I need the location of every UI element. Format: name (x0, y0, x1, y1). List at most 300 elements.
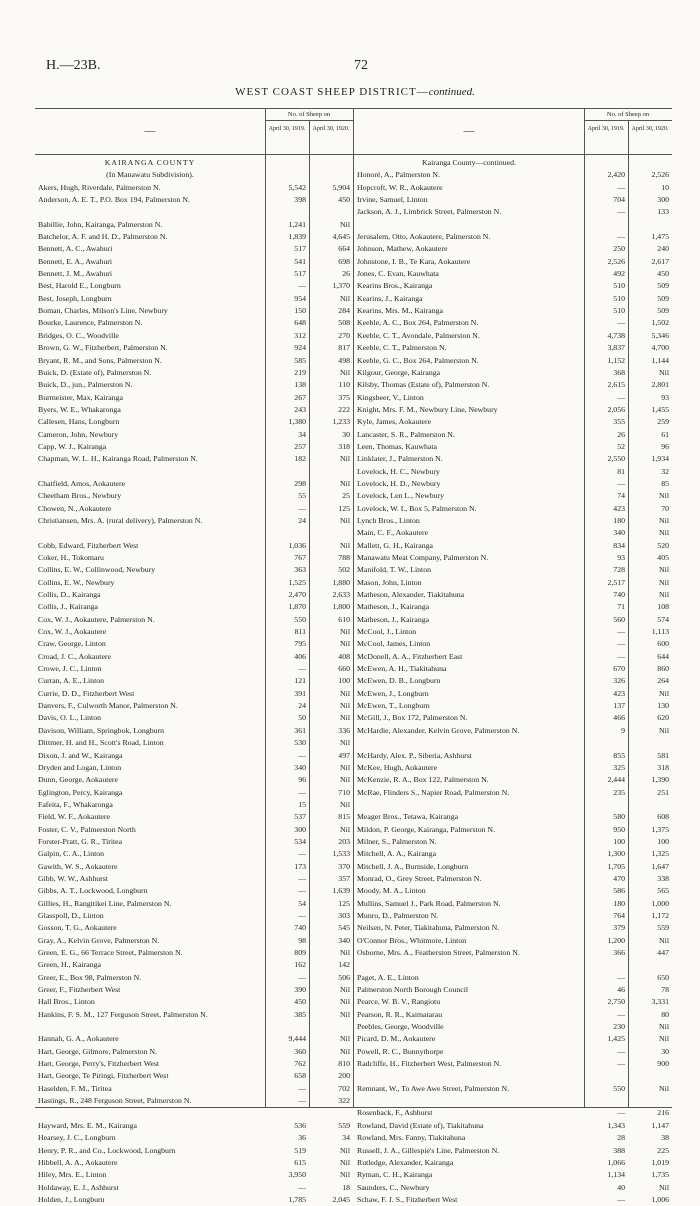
sheep-1920: 336 (338, 725, 350, 735)
sheep-1919: 1,152 (607, 355, 625, 365)
sheep-1919: — (298, 503, 306, 513)
sheep-1919: — (617, 1059, 625, 1069)
owner-name: Powell, R. C., Bunnythorpe (357, 1046, 444, 1056)
owner-name: Jones, C. Evan, Kauwhata (357, 269, 439, 279)
table-row (354, 1132, 672, 1144)
owner-name: Brown, G. W., Fitzherbert, Palmerston N. (38, 343, 168, 353)
right-column (353, 108, 672, 1204)
sheep-1919: 363 (294, 565, 306, 575)
table-row (35, 392, 353, 404)
table-row (35, 836, 353, 848)
table-row (35, 663, 353, 675)
table-row (354, 355, 672, 367)
sheep-1920: Nil (340, 713, 350, 723)
table-row (354, 626, 672, 638)
owner-name: McCool, James, Linton (357, 639, 431, 649)
owner-name: Collis, J., Kairanga (38, 602, 98, 612)
table-row (35, 811, 353, 823)
owner-name: Gibbs, A. T., Lockwood, Longburn (38, 886, 148, 896)
owner-name: McEwen, A. H., Tiakitahuna (357, 664, 447, 674)
owner-name: Hart, George, Te Piringi, Fitzherbert West (38, 1071, 169, 1081)
sheep-1920: 581 (657, 750, 669, 760)
sheep-1920: 338 (657, 873, 669, 883)
owner-name: Holden, J., Longburn (38, 1194, 105, 1204)
sheep-1919: 50 (298, 713, 306, 723)
table-row (354, 601, 672, 613)
sheep-1919: 950 (613, 824, 625, 834)
sheep-1919: 162 (294, 960, 306, 970)
sheep-1920: Nil (659, 528, 669, 538)
owner-name: McRae, Flinders S., Napier Road, Palmerston N. (357, 787, 510, 797)
sheep-1919: — (617, 639, 625, 649)
sheep-1920: 30 (661, 1046, 669, 1056)
table-row (354, 527, 672, 539)
table-row (35, 1169, 353, 1181)
owner-name: Coker, H., Tokomaru (38, 553, 104, 562)
sheep-1919: 517 (294, 244, 306, 254)
sheep-1920: 303 (338, 910, 350, 920)
sheep-1920: 108 (657, 602, 669, 612)
owner-name: Hearsey, J. C., Longburn (38, 1133, 116, 1143)
sheep-1919: — (617, 1009, 625, 1019)
table-row (354, 268, 672, 280)
table-row (35, 675, 353, 687)
owner-name: Leen, Thomas, Kauwhata (357, 441, 437, 451)
table-row (354, 935, 672, 947)
year-1920-header: April 30, 1920. (631, 126, 669, 132)
sheep-1919: 182 (294, 454, 306, 464)
sheep-1919: 2,470 (288, 590, 306, 600)
sheep-1920: 1,934 (651, 454, 669, 464)
table-row (35, 601, 353, 613)
sheep-1920: 502 (338, 565, 350, 575)
table-row (354, 379, 672, 391)
sheep-1920: 1,370 (332, 281, 350, 291)
owner-name: Currie, D. D., Fitzherbert West (38, 688, 135, 698)
sheep-1919: 534 (294, 836, 306, 846)
table-row (35, 848, 353, 860)
sheep-1920: 340 (338, 935, 350, 945)
table-row (354, 367, 672, 379)
sheep-1919: 36 (298, 1133, 306, 1143)
sheep-1920: 1,325 (651, 849, 669, 859)
sheep-1919: — (617, 972, 625, 982)
sheep-1919: 855 (613, 750, 625, 760)
sheep-1920: Nil (659, 1022, 669, 1032)
table-row (354, 861, 672, 873)
sheep-1919: 2,615 (607, 380, 625, 390)
sheep-1919: 71 (617, 602, 625, 612)
sheep-1920: 1,019 (651, 1157, 669, 1167)
sheep-1919: 767 (294, 553, 306, 562)
owner-name: Henry, P. R., and Co., Lockwood, Longburn (38, 1145, 176, 1155)
sheep-1919: 5,542 (288, 182, 306, 192)
owner-name: Johnson, Mathew, Aokautere (357, 244, 448, 254)
sheep-1919: — (617, 318, 625, 328)
sheep-1919: — (617, 627, 625, 637)
owner-name: Greer, F., Fitzherbert West (38, 985, 121, 995)
table-row (354, 787, 672, 812)
owner-name: Monrad, O., Grey Street, Palmerston N. (357, 873, 482, 883)
owner-name: Hart, George, Perry's, Fitzherbert West (38, 1059, 160, 1069)
owner-name: Callesen, Hans, Longburn (38, 417, 120, 427)
sheep-1920: 25 (342, 491, 350, 501)
sheep-1920: 509 (657, 281, 669, 291)
owner-name: Hankins, F. S. M., 127 Ferguson Street, Palmerston N. (38, 1009, 208, 1019)
table-row (354, 342, 672, 354)
sheep-1920: 860 (657, 664, 669, 674)
owner-name: Jerusalem, Otto, Aokautere, Palmerston N. (357, 232, 491, 242)
owner-name: Lovelock, H. D., Newbury (357, 478, 441, 488)
sheep-1920: 5,904 (332, 182, 350, 192)
owner-name: Fafeita, F., Whakaronga (38, 799, 113, 809)
table-row (354, 1157, 672, 1169)
sheep-1920: Nil (340, 762, 350, 772)
owner-name: Chapman, W. L. H., Kairanga Road, Palmerston N. (38, 454, 198, 464)
sheep-1919: — (617, 1046, 625, 1056)
sheep-1919: 385 (294, 1009, 306, 1019)
sheep-1919: 762 (294, 1059, 306, 1069)
sheep-1919: 550 (613, 1083, 625, 1093)
sheep-1919: 537 (294, 812, 306, 822)
owner-name: McEwen, J., Longburn (357, 688, 429, 698)
year-1919-header: April 30, 1919. (268, 126, 306, 132)
sheep-1920: 2,801 (651, 380, 669, 390)
sheep-1920: 2,617 (651, 256, 669, 266)
owner-name: Bryant, R. M., and Sons, Palmerston N. (38, 355, 162, 365)
sheep-1920: Nil (340, 985, 350, 995)
table-row (354, 564, 672, 576)
owner-name: Main, C. F., Aokautere (357, 528, 429, 538)
owner-name: Honoré, A., Palmerston N. (357, 170, 440, 180)
table-row (354, 182, 672, 194)
table-row (35, 503, 353, 515)
owner-name: Collins, E. W., Collinwood, Newbury (38, 565, 156, 575)
owner-name: McGill, J., Box 172, Palmerston N. (357, 713, 468, 723)
table-row (35, 1083, 353, 1095)
table-row (354, 589, 672, 601)
sheep-1920: 10 (661, 182, 669, 192)
table-row (354, 1058, 672, 1083)
sheep-1919: 54 (298, 898, 306, 908)
sheep-1919: 100 (613, 836, 625, 846)
sheep-1919: 541 (294, 256, 306, 266)
sheep-1920: Nil (340, 627, 350, 637)
table-row (354, 392, 672, 404)
owner-name: Hiley, Mrs. E., Linton (38, 1170, 107, 1180)
sheep-1919: 9,444 (288, 1034, 306, 1044)
sheep-1919: 325 (613, 762, 625, 772)
table-row (35, 330, 353, 342)
table-row (35, 626, 353, 638)
owner-name: Meager Bros., Tetawa, Kairanga (357, 812, 459, 822)
table-row (35, 305, 353, 317)
sheep-1919: 1,200 (607, 935, 625, 945)
owner-name: Keeble, A. C., Box 264, Palmerston N. (357, 318, 479, 328)
owner-name: Bennett, A. C., Awahuri (38, 244, 113, 254)
sheep-1920: Nil (659, 515, 669, 525)
sheep-1919: 1,241 (288, 219, 306, 229)
table-row (35, 700, 353, 712)
sheep-1920: 85 (661, 478, 669, 488)
table-row (354, 231, 672, 243)
page-title (40, 86, 670, 98)
sheep-1919: — (298, 1182, 306, 1192)
sheep-1919: 519 (294, 1145, 306, 1155)
sheep-1919: 137 (613, 701, 625, 711)
sheep-1920: 1,455 (651, 404, 669, 414)
owner-name: Christiansen, Mrs. A. (rural delivery), Palmerston N. (38, 515, 203, 525)
sheep-1919: 55 (298, 491, 306, 501)
table-row (354, 206, 672, 231)
sheep-1920: 1,390 (651, 775, 669, 785)
sheep-1920: 1,533 (332, 849, 350, 859)
sheep-1919: 391 (294, 688, 306, 698)
owner-name: Greer, E., Box 98, Palmerston N. (38, 972, 142, 982)
owner-name: Kearins Bros., Kairanga (357, 281, 433, 291)
sheep-1919: 466 (613, 713, 625, 723)
owner-name: Haselden, F. M., Tiritea (38, 1083, 112, 1093)
sheep-1920: 2,633 (332, 590, 350, 600)
sheep-1920: 4,700 (651, 343, 669, 353)
owner-name: Keeble, G. C., Box 264, Palmerston N. (357, 355, 479, 365)
table-row (35, 577, 353, 589)
title-continued: continued. (428, 86, 475, 98)
sheep-1920: 318 (338, 441, 350, 451)
sheep-1920: 100 (338, 676, 350, 686)
sheep-1919: 257 (294, 441, 306, 451)
table-row (35, 416, 353, 428)
sheep-1920: Nil (340, 1046, 350, 1056)
sheep-1920: 125 (338, 503, 350, 513)
table-row (35, 453, 353, 478)
owner-name: Picard, D. M., Aokautere (357, 1034, 436, 1044)
table-row (35, 787, 353, 799)
sheep-1920: Nil (659, 565, 669, 575)
table-row (35, 293, 353, 305)
sheep-1919: 361 (294, 725, 306, 735)
sheep-1919: 510 (613, 293, 625, 303)
table-row (354, 972, 672, 984)
owner-name: Russell, J. A., Gillespie's Line, Palmerston N. (357, 1145, 500, 1155)
table-row (354, 725, 672, 750)
sheep-1919: — (298, 849, 306, 859)
sheep-1920: 270 (338, 330, 350, 340)
owner-name: Moody, M. A., Linton (357, 886, 426, 896)
sheep-1920: Nil (340, 948, 350, 957)
table-row (354, 824, 672, 836)
sheep-1920: 96 (661, 441, 669, 451)
sheep-1919: 2,444 (607, 775, 625, 785)
owner-name: Lovelock, H. C., Newbury (357, 466, 440, 476)
sheep-1920: Nil (340, 478, 350, 488)
sheep-1920: 559 (657, 923, 669, 933)
owner-name: Curran, A. E., Linton (38, 676, 105, 686)
sheep-1920: 698 (338, 256, 350, 266)
sheep-1920: Nil (340, 293, 350, 303)
table-row (35, 737, 353, 749)
sheep-1919: 366 (613, 948, 625, 957)
sheep-table (35, 108, 671, 1204)
owner-name: O'Connor Bros., Whitmore, Linton (357, 935, 467, 945)
sheep-1919: 250 (613, 244, 625, 254)
table-row (354, 552, 672, 564)
sheep-1919: — (617, 392, 625, 402)
sheep-1919: 379 (613, 923, 625, 933)
sheep-1920: 222 (338, 404, 350, 414)
sheep-1919: 470 (613, 873, 625, 883)
table-row (35, 725, 353, 737)
sheep-1919: 809 (294, 948, 306, 957)
sheep-1919: 764 (613, 910, 625, 920)
sheep-1920: 2,526 (651, 170, 669, 180)
sheep-1919: 24 (298, 701, 306, 711)
sheep-1919: 740 (294, 923, 306, 933)
sheep-1919: 3,950 (288, 1170, 306, 1180)
owner-name: Rowland, David (Estate of), Tiakitahuna (357, 1120, 484, 1130)
table-row (35, 688, 353, 700)
sheep-1919: — (298, 750, 306, 760)
table-row (35, 404, 353, 416)
table-row (354, 836, 672, 848)
sheep-1919: 1,380 (288, 417, 306, 427)
sheep-1920: 18 (342, 1182, 350, 1192)
table-row (354, 478, 672, 490)
table-row (35, 1046, 353, 1058)
sheep-1920: 4,645 (332, 232, 350, 242)
sheep-1919: 96 (298, 775, 306, 785)
table-row (35, 959, 353, 971)
owner-name: Mason, John, Linton (357, 577, 422, 587)
owner-name: Batchelor, A. F. and H. D., Palmerston N. (38, 232, 168, 242)
sheep-1920: Nil (340, 1034, 350, 1044)
owner-name: Mallett, G. H., Kairanga (357, 540, 433, 550)
sheep-1919: — (617, 1194, 625, 1204)
sheep-1919: 300 (294, 824, 306, 834)
table-row (354, 577, 672, 589)
sheep-1920: 644 (657, 651, 669, 661)
sheep-1920: 1,880 (332, 577, 350, 587)
owner-name: Green, E. G., 66 Terrace Street, Palmerston N. (38, 948, 183, 957)
owner-name: McHardie, Alexander, Kelvin Grove, Palmerston N. (357, 725, 520, 735)
table-row (35, 774, 353, 786)
sheep-1919: — (298, 910, 306, 920)
sheep-1919: 585 (294, 355, 306, 365)
owner-name: Dittmer, H. and H., Scott's Road, Linton (38, 738, 164, 748)
sheep-1920: 1,502 (651, 318, 669, 328)
table-row (354, 996, 672, 1008)
sheep-1920: 259 (657, 417, 669, 427)
owner-name: Mildon, P. George, Kairanga, Palmerston N. (357, 824, 496, 834)
table-row (35, 379, 353, 391)
sheep-1919: 15 (298, 799, 306, 809)
table-row (354, 1120, 672, 1132)
sheep-1920: 70 (661, 503, 669, 513)
table-row (35, 638, 353, 650)
owner-name: Glasspoll, D., Linton (38, 910, 104, 920)
sheep-1920: 370 (338, 861, 350, 871)
owner-name: Foster, C. V., Palmerston North (38, 824, 136, 834)
sheep-1919: 326 (613, 676, 625, 686)
sheep-1920: 32 (661, 466, 669, 476)
owner-name: Ryman, C. H., Kairanga (357, 1170, 433, 1180)
sheep-1920: 38 (661, 1133, 669, 1143)
sheep-1920: 34 (342, 1133, 350, 1143)
table-row (354, 256, 672, 268)
sheep-1920: 100 (657, 836, 669, 846)
owner-name: Collis, D., Kairanga (38, 590, 101, 600)
sheep-1920: Nil (659, 1034, 669, 1044)
owner-name: McDonell, A. A., Fitzherbert East (357, 651, 463, 661)
sheep-1919: 46 (617, 985, 625, 995)
sheep-1920: 815 (338, 812, 350, 822)
table-row (354, 416, 672, 428)
owner-name: Matheson, J., Kairanga (357, 614, 430, 624)
sheep-1920: 545 (338, 923, 350, 933)
sheep-1920: Nil (340, 824, 350, 834)
table-row (35, 935, 353, 947)
page-number: 72 (354, 58, 368, 73)
table-row (35, 182, 353, 194)
sheep-1920: 240 (657, 244, 669, 254)
sheep-1919: 1,525 (288, 577, 306, 587)
sheep-1920: Nil (340, 688, 350, 698)
owner-name: Field, W. F., Aokautere (38, 812, 110, 822)
owner-name: Green, H., Kairanga (38, 960, 101, 970)
sheep-1920: 574 (657, 614, 669, 624)
sheep-1919: 81 (617, 466, 625, 476)
owner-name: Kilsby, Thomas (Estate of), Palmerston N. (357, 380, 490, 390)
sheep-1920: 1,735 (651, 1170, 669, 1180)
table-row (35, 712, 353, 724)
sheep-1919: 180 (613, 515, 625, 525)
sheep-1920: 1,475 (651, 232, 669, 242)
table-row (354, 330, 672, 342)
sheep-1920: 664 (338, 244, 350, 254)
sheep-1920: Nil (340, 515, 350, 525)
owner-name: KAIRANGA COUNTY (104, 158, 196, 167)
owner-name: Manawatu Meat Company, Palmerston N. (357, 553, 489, 562)
sheep-1919: 26 (617, 429, 625, 439)
sheep-1919: 1,300 (607, 849, 625, 859)
owner-name: Galpin, C. A., Linton (38, 849, 105, 859)
table-row (35, 996, 353, 1008)
sheep-1920: 1,800 (332, 602, 350, 612)
sheep-1919: 398 (294, 195, 306, 205)
sheep-1920: 450 (338, 195, 350, 205)
sheep-1919: 243 (294, 404, 306, 414)
sheep-1919: 2,550 (607, 454, 625, 464)
sheep-1920: 125 (338, 898, 350, 908)
sheep-1919: 9 (621, 725, 625, 735)
owner-name: Mitchell, A. A., Kairanga (357, 849, 437, 859)
table-row (35, 564, 353, 576)
sheep-1920: 133 (657, 207, 669, 217)
table-row (35, 750, 353, 762)
sheep-1919: 954 (294, 293, 306, 303)
table-row (35, 1145, 353, 1157)
sheep-1919: 536 (294, 1120, 306, 1130)
table-row (35, 552, 353, 564)
sheep-1920: 5,346 (651, 330, 669, 340)
owner-name: Saunders, C., Newbury (357, 1182, 430, 1192)
table-row (35, 861, 353, 873)
owner-name: Gawith, W. S., Aokautere (38, 861, 118, 871)
owner-name: Cheetham Bros., Newbury (38, 491, 122, 501)
sheep-1920: Nil (340, 1157, 350, 1167)
sheep-1920: Nil (340, 1145, 350, 1155)
table-row (354, 762, 672, 774)
